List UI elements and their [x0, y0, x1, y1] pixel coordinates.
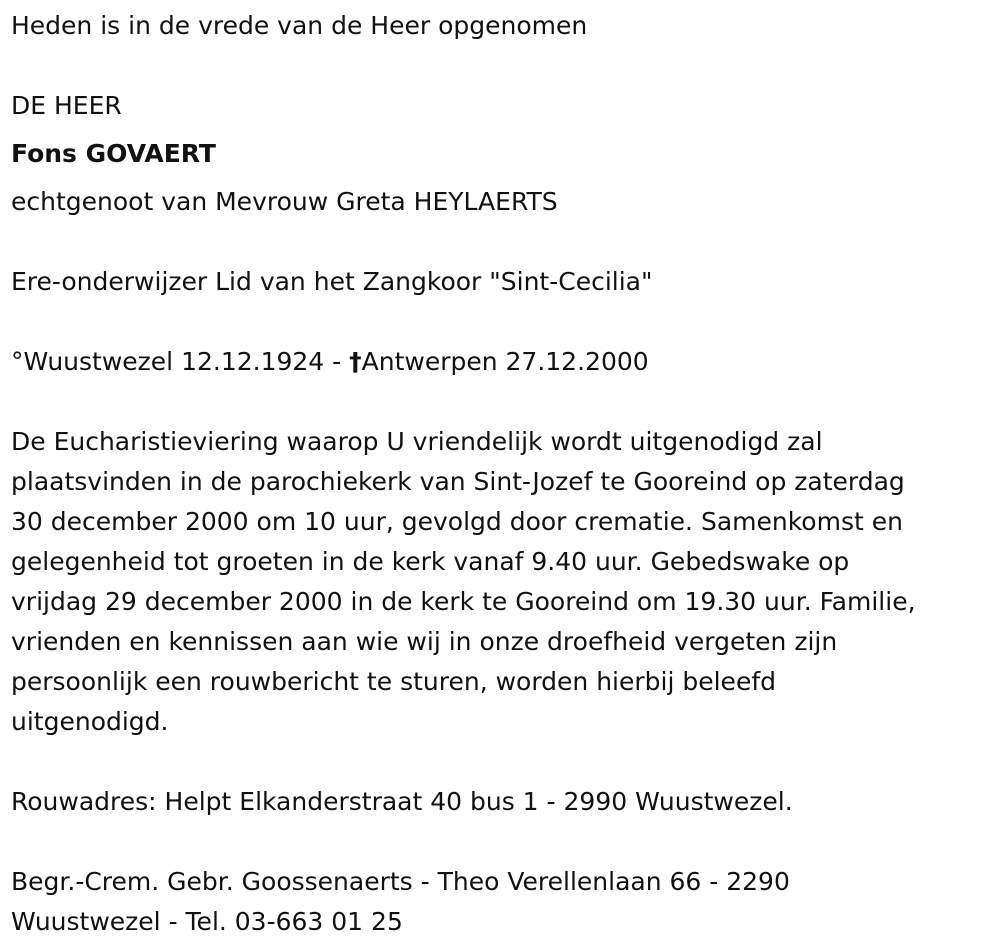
spacer: [11, 46, 991, 86]
spacer: [11, 222, 991, 262]
body-line: vrijdag 29 december 2000 in de kerk te Gooreind om 19.30 uur. Familie,: [11, 587, 916, 616]
spouse-line: echtgenoot van Mevrouw Greta HEYLAERTS: [11, 187, 558, 216]
death-cross-icon: †: [349, 347, 362, 376]
body-line: persoonlijk een rouwbericht te sturen, worden hierbij beleefd: [11, 667, 776, 696]
intro-line: Heden is in de vrede van de Heer opgenomen: [11, 11, 588, 40]
undertaker-line-2: Wuustwezel - Tel. 03-663 01 25: [11, 907, 403, 936]
body-line: uitgenodigd.: [11, 707, 169, 736]
deceased-name: Fons GOVAERT: [11, 139, 216, 168]
spacer: [11, 742, 991, 782]
spacer: [11, 302, 991, 342]
occupation-line: Ere-onderwijzer Lid van het Zangkoor "Sint-Cecilia": [11, 267, 653, 296]
body-line: De Eucharistieviering waarop U vriendelijk wordt uitgenodigd zal: [11, 427, 823, 456]
address-line: Rouwadres: Helpt Elkanderstraat 40 bus 1 - 2990 Wuustwezel.: [11, 787, 793, 816]
body-line: 30 december 2000 om 10 uur, gevolgd door crematie. Samenkomst en: [11, 507, 903, 536]
body-line: gelegenheid tot groeten in de kerk vanaf 9.40 uur. Gebedswake op: [11, 547, 850, 576]
spacer: [11, 822, 991, 862]
death-date: Antwerpen 27.12.2000: [361, 347, 649, 376]
birth-symbol: °: [11, 347, 24, 376]
dates-line: [11, 342, 991, 382]
title-line: DE HEER: [11, 91, 122, 120]
undertaker-line-1: Begr.-Crem. Gebr. Goossenaerts - Theo Verellenlaan 66 - 2290: [11, 867, 790, 896]
spacer: [11, 382, 991, 422]
birth-date: Wuustwezel 12.12.1924 -: [23, 347, 350, 376]
body-paragraph: [11, 422, 991, 742]
obituary-notice: [11, 0, 991, 942]
body-line: plaatsvinden in de parochiekerk van Sint-Jozef te Gooreind op zaterdag: [11, 467, 905, 496]
body-line: vrienden en kennissen aan wie wij in onze droefheid vergeten zijn: [11, 627, 838, 656]
